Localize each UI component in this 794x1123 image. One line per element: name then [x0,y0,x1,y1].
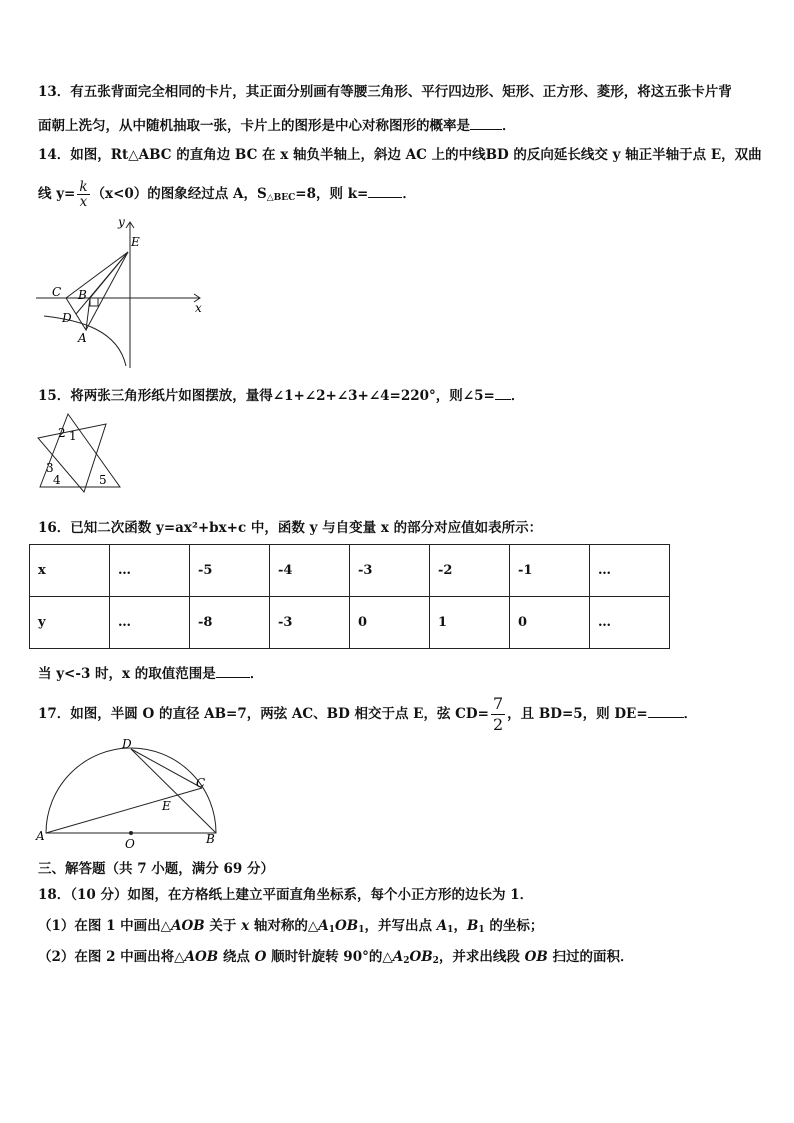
q15-line: 15．将两张三角形纸片如图摆放，量得∠1+∠2+∠3+∠4=220°，则∠5= ． [38,385,758,405]
semicircle [46,748,216,833]
angle-label-3: 3 [46,461,54,475]
answer-blank[interactable] [648,703,684,718]
label-e: E [131,235,140,249]
label-b: B [78,288,87,302]
label-d: D [122,737,132,751]
label-y: y [118,215,125,229]
table-cell: … [590,545,670,597]
label-o: O [125,837,135,851]
q18-stem: 18．（10 分）如图，在方格纸上建立平面直角坐标系，每个小正方形的边长为 1． [38,887,534,903]
chord-bd [131,749,216,833]
q18-part-1: （1）在图 1 中画出△AOB 关于 x 轴对称的$\triangle A_1OB_1$，并写出点 $A_1$，$B_1$ 的坐标； [38,918,544,935]
label-e: E [162,799,171,813]
table-cell: -2 [430,545,510,597]
label-a: A [78,331,87,345]
answer-blank[interactable] [495,385,511,400]
angle-label-4: 4 [53,473,61,487]
table-cell: -5 [190,545,270,597]
label-d: D [62,311,72,325]
table-cell: 1 [430,597,510,649]
segment-ce [66,252,128,298]
q18-part-2: （2）在图 2 中画出将△AOB 绕点 O 顺时针旋转 90°的$\triangle A_2OB_2$，并求出线段 OB 扫过的面积． [38,949,634,966]
answer-blank[interactable] [216,663,250,678]
center-point-o [129,831,133,835]
q16-intro: 16．已知二次函数 y=ax²+bx+c 中，函数 y 与自变量 x 的部分对应值如表所示： [38,520,543,536]
q14-figure [30,212,210,372]
angle-label-2: 2 [58,426,66,440]
triangle-upward [40,414,120,487]
label-x: x [195,301,202,315]
q13-line-2: 面朝上洗匀，从中随机抽取一张，卡片上的图形是中心对称图形的概率是 ． [38,115,758,135]
right-angle-mark [90,298,98,306]
q16-question: 当 y<-3 时，x 的取值范围是 ． [38,663,758,683]
segment-de [76,252,128,314]
table-cell: … [110,545,190,597]
table-cell: -4 [270,545,350,597]
angle-label-5: 5 [99,473,107,487]
answer-blank[interactable] [368,183,402,198]
table-cell: … [110,597,190,649]
table-cell: -3 [350,545,430,597]
q14-line-2: 线 y= $\frac{k}{x}$ （x<0）的图象经过点 A，$S_{\triangle BEC}=8$，则 k= ． [38,179,416,210]
label-c: C [196,776,206,790]
table-cell: -8 [190,597,270,649]
q15-figure [36,412,126,492]
q14-line-1: 14．如图，Rt△ABC 的直角边 BC 在 x 轴负半轴上，斜边 AC 上的中线BD 的反向延长线交 y 轴正半轴于点 E，双曲 [38,147,762,163]
q13-line-1: 13．有五张背面完全相同的卡片，其正面分别画有等腰三角形、平行四边形、矩形、正方形、菱形，将这五张卡片背 [38,84,732,100]
table-cell: -1 [510,545,590,597]
section-heading: 三、解答题（共 7 小题，满分 69 分） [38,861,274,877]
table-cell: 0 [350,597,430,649]
q17-line: 17．如图，半圆 O 的直径 AB=7，两弦 AC、BD 相交于点 E，弦 CD= $\frac{7}{2}$ ，且 BD=5，则 DE= ． [38,694,698,734]
table-cell: x [30,545,110,597]
label-c: C [52,285,62,299]
fraction-k-over-x: $\frac{k}{x}$ [79,179,88,210]
fraction-7-over-2: $\frac{7}{2}$ [492,694,504,734]
label-b: B [206,832,215,846]
table-row-x [30,545,670,597]
chord-cd [131,749,202,788]
segment-ae [86,252,128,330]
table-cell: -3 [270,597,350,649]
table-cell: y [30,597,110,649]
chord-ac [46,788,202,833]
q17-figure [34,736,224,851]
label-a: A [36,829,45,843]
answer-blank[interactable] [470,115,502,130]
angle-label-1: 1 [69,429,77,443]
table-cell: … [590,597,670,649]
value-table [29,544,670,649]
table-row-y [30,597,670,649]
table-cell: 0 [510,597,590,649]
